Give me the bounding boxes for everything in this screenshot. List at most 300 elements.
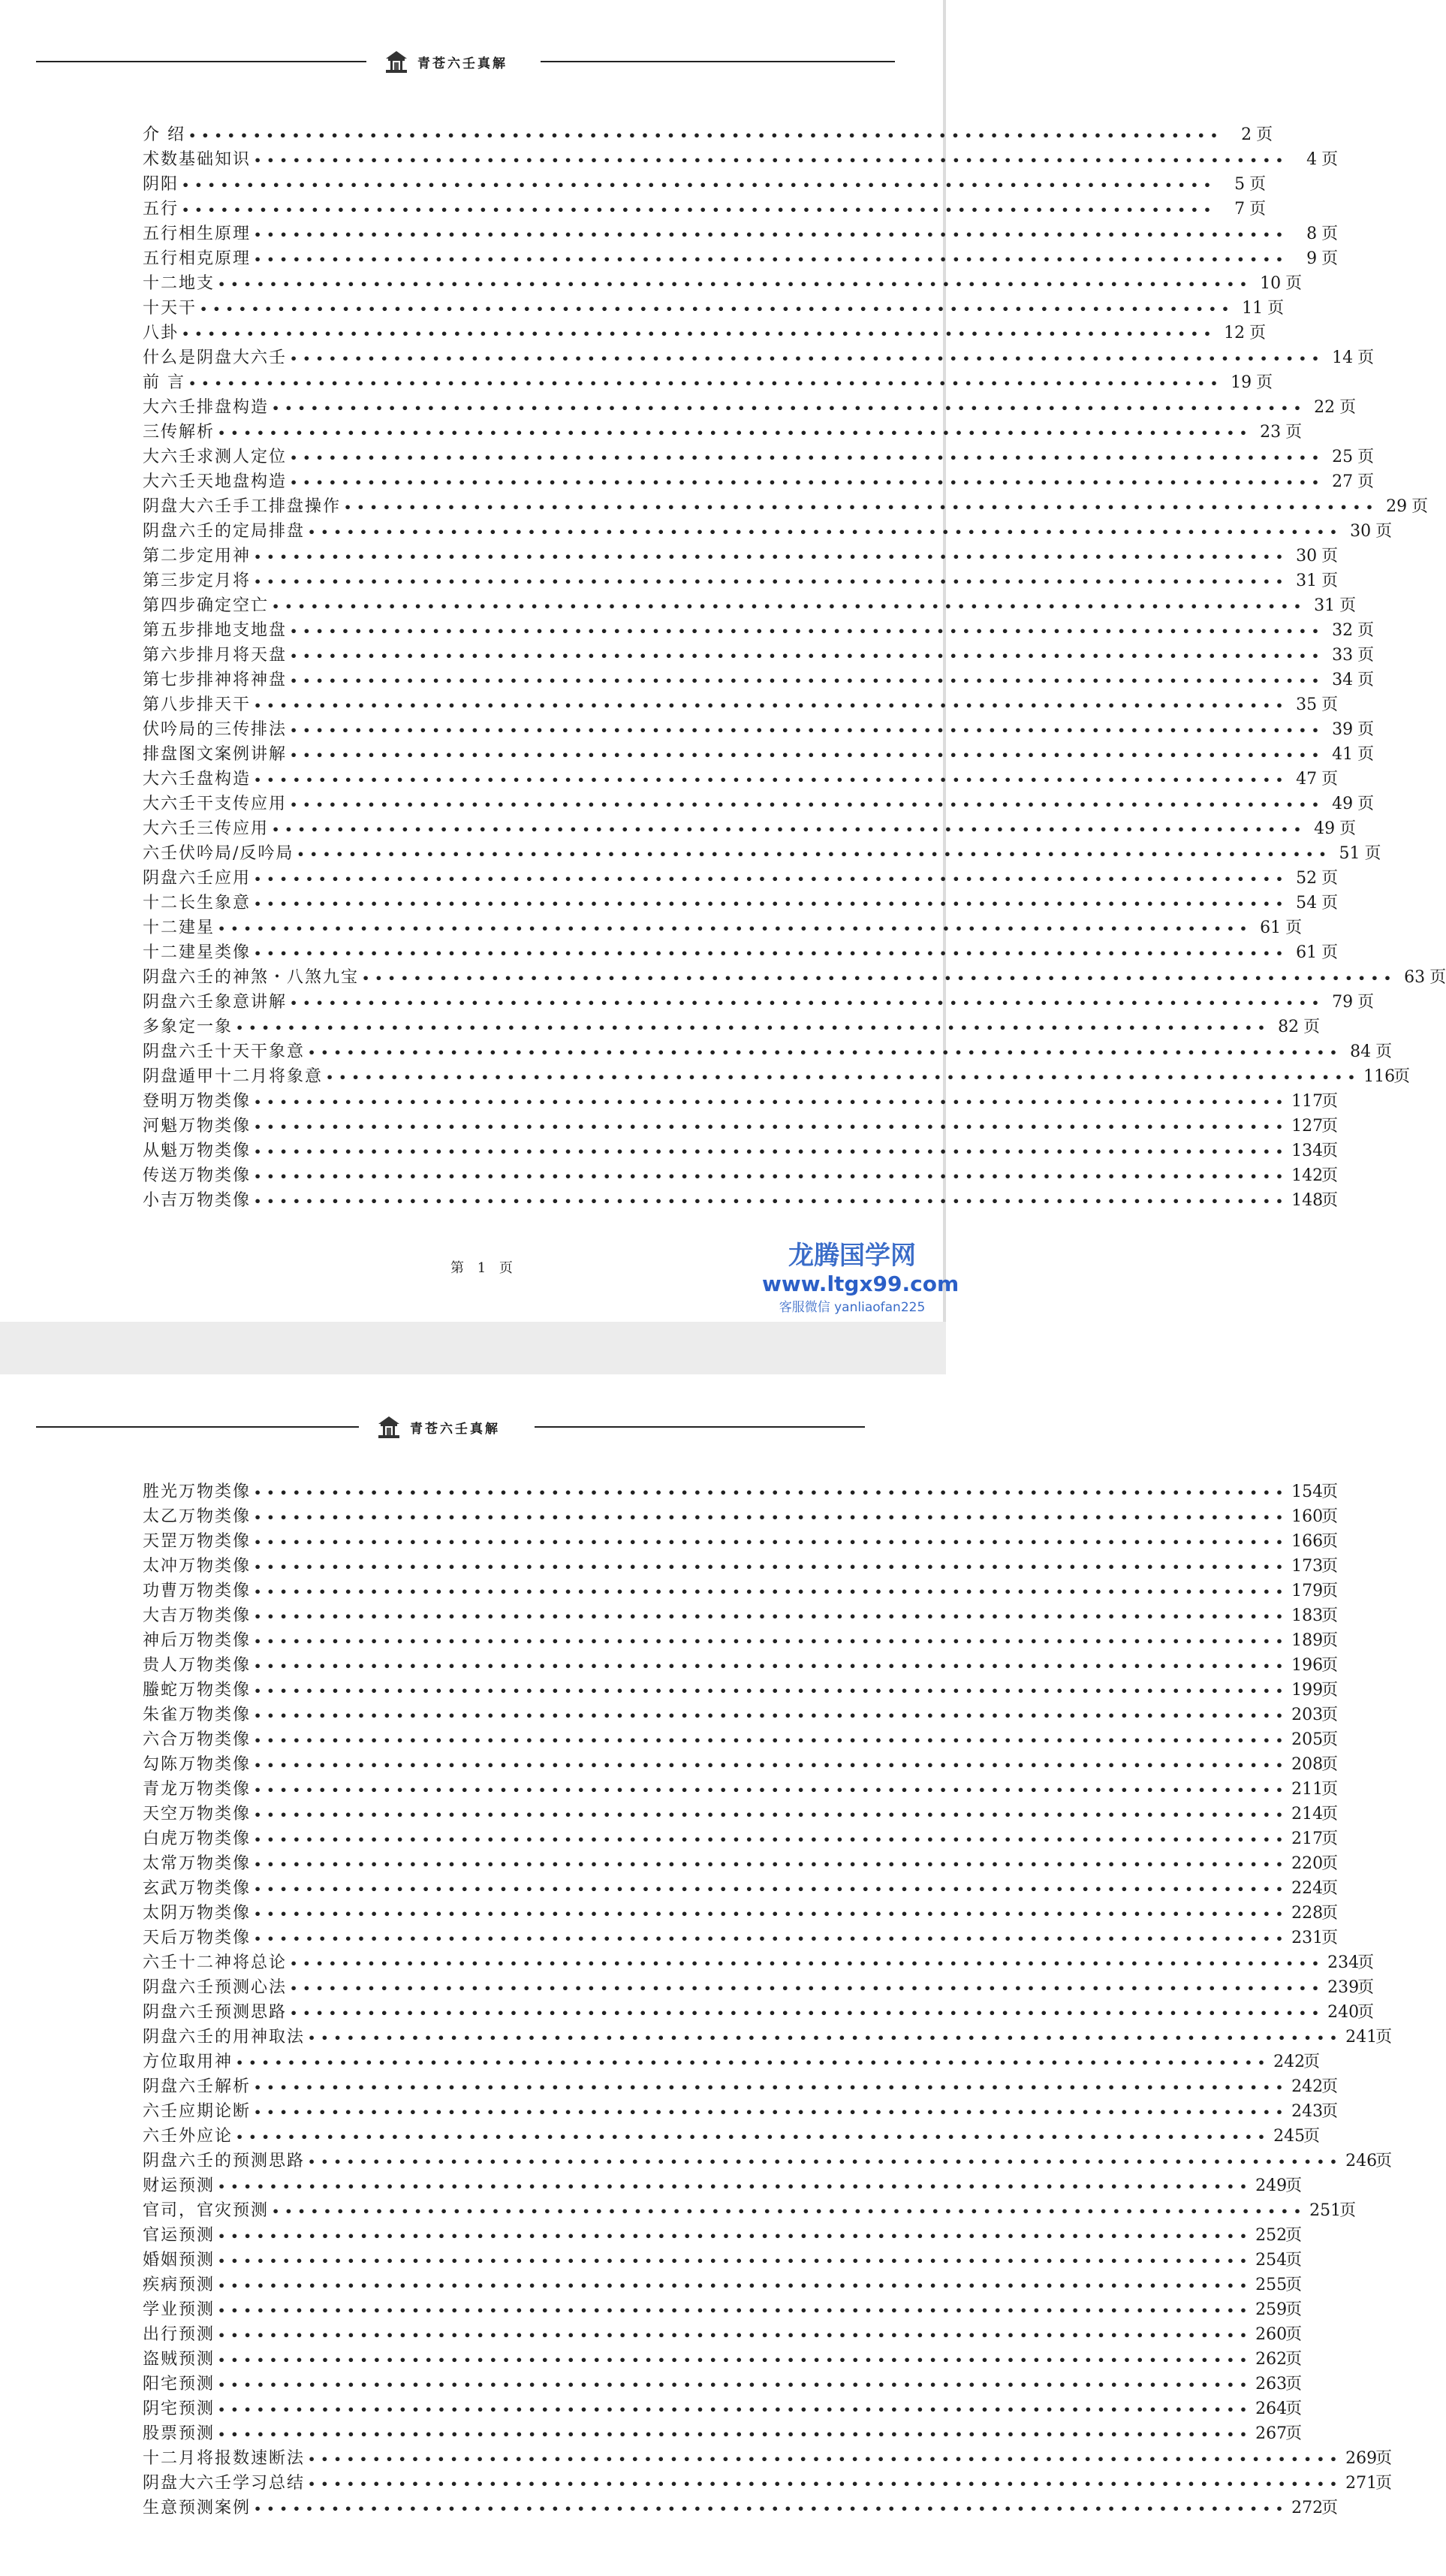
toc-entry (143, 197, 1267, 222)
toc-leader-dots: •••••••••••••••••••••••••••••••••••••••••••••••••••••••••••••••••••••••••••••••• (218, 2427, 1253, 2442)
toc-entry-page-number: 35 (1296, 695, 1318, 714)
toc-entry-title: 胜光万物类像 (143, 1483, 252, 1501)
toc-entry-page-number: 231 (1291, 1929, 1324, 1947)
toc-page-unit: 页 (1375, 2449, 1393, 2468)
toc-page-unit: 页 (1321, 1780, 1339, 1799)
toc-entry (143, 2322, 1303, 2347)
toc-leader-dots: •••••••••••••••••••••••••••••••••••••••••••••••••••••••••••••••••••••••••••••••• (254, 872, 1289, 886)
toc-leader-dots: •••••••••••••••••••••••••••••••••••••••••••••••••••••••••••••••••••••••••••••••• (290, 996, 1325, 1010)
toc-page-unit: 页 (1285, 2276, 1303, 2294)
toc-entry-page-number: 264 (1255, 2400, 1288, 2418)
toc-page-unit: 页 (1375, 2028, 1393, 2047)
toc-entry (143, 1114, 1339, 1139)
toc-leader-dots: •••••••••••••••••••••••••••••••••••••••••••••••••••••••••••••••••••••••••••••••• (308, 2477, 1343, 2491)
toc-entry-title: 功曹万物类像 (143, 1582, 252, 1600)
toc-leader-dots: •••••••••••••••••••••••••••••••••••••••••••••••••••••••••••••••••••••••••••••••• (254, 1832, 1289, 1847)
toc-leader-dots: •••••••••••••••••••••••••••••••••••••••••••••••••••••••••••••••••••••••••••••••• (290, 748, 1325, 762)
toc-page-unit: 页 (1375, 2152, 1393, 2170)
toc-entry (143, 891, 1339, 915)
toc-leader-dots: •••••••••••••••••••••••••••••••••••••••••••••••••••••••••••••••••••••••••••••••• (254, 1709, 1289, 1723)
toc-entry-page-number: 39 (1332, 720, 1354, 739)
toc-page-unit: 页 (1321, 1879, 1339, 1898)
toc-entry (143, 2471, 1393, 2496)
toc-leader-dots: •••••••••••••••••••••••••••••••••••••••••••••••••••••••••••••••••••••••••••••••• (308, 525, 1343, 539)
toc-entry (143, 1876, 1339, 1901)
toc-page-unit: 页 (1321, 1829, 1339, 1848)
toc-page-unit: 页 (1285, 274, 1303, 293)
toc-entry-title: 生意预测案例 (143, 2499, 252, 2517)
toc-leader-dots: •••••••••••••••••••••••••••••••••••••••••••••••••••••••••••••••••••••••••••••••• (272, 2204, 1307, 2219)
toc-entry (143, 792, 1375, 816)
toc-entry (143, 593, 1357, 618)
toc-entry-page-number: 160 (1291, 1507, 1324, 1526)
toc-entry-page-number: 267 (1255, 2424, 1288, 2443)
toc-leader-dots: •••••••••••••••••••••••••••••••••••••••••••••••••••••••••••••••••••••••••••••••• (254, 1560, 1289, 1574)
toc-page-unit: 页 (1321, 1929, 1339, 1947)
toc-entry (143, 1554, 1339, 1579)
toc-entry-title: 阳宅预测 (143, 2375, 215, 2394)
toc-page-unit: 页 (1357, 2003, 1375, 2022)
toc-page-unit: 页 (1321, 1092, 1339, 1111)
toc-leader-dots: •••••••••••••••••••••••••••••••••••••••••••••••••••••••••••••••••••••••••••••••• (218, 2229, 1253, 2243)
toc-entry (143, 321, 1267, 345)
toc-entry-title: 登明万物类像 (143, 1092, 252, 1111)
toc-entry-title: 介 绍 (143, 125, 185, 144)
toc-entry (143, 2099, 1339, 2124)
toc-leader-dots: •••••••••••••••••••••••••••••••••••••••••••••••••••••••••••••••••••••••••••••••• (254, 1882, 1289, 1896)
toc-entry (143, 1802, 1339, 1826)
toc-leader-dots: •••••••••••••••••••••••••••••••••••••••••••••••••••••••••••••••••••••••••••••••• (362, 971, 1397, 985)
toc-entry (143, 643, 1375, 668)
toc-leader-dots: •••••••••••••••••••••••••••••••••••••••••••••••••••••••••••••••••••••••••••••••• (290, 624, 1325, 638)
toc-entry-title: 十二月将报数速断法 (143, 2449, 306, 2468)
toc-page-unit: 页 (1321, 1805, 1339, 1823)
toc-leader-dots: •••••••••••••••••••••••••••••••••••••••••••••••••••••••••••••••••••••••••••••••• (254, 1535, 1289, 1549)
toc-entry-page-number: 127 (1291, 1117, 1324, 1136)
toc-entry-page-number: 262 (1255, 2350, 1288, 2369)
toc-entry-title: 阴盘六壬的用神取法 (143, 2028, 306, 2047)
toc-entry-page-number: 11 (1242, 299, 1264, 318)
toc-page-unit: 页 (1321, 2077, 1339, 2096)
toc-page-unit: 页 (1249, 200, 1267, 219)
toc-entry-title: 第六步排月将天盘 (143, 646, 288, 665)
toc-entry-title: 伏吟局的三传排法 (143, 720, 288, 739)
toc-leader-dots: •••••••••••••••••••••••••••••••••••••••••••••••••••••••••••••••••••••••••••••••• (254, 1120, 1289, 1134)
toc-entry (143, 469, 1375, 494)
watermark-contact: 客服微信 yanliaofan225 (779, 1300, 926, 1315)
toc-entry-page-number: 166 (1291, 1532, 1324, 1551)
toc-page-unit: 页 (1321, 894, 1339, 912)
toc-entry (143, 2074, 1339, 2099)
toc-leader-dots: •••••••••••••••••••••••••••••••••••••••••••••••••••••••••••••••••••••••••••••••• (290, 798, 1325, 812)
toc-entry-page-number: 208 (1291, 1755, 1324, 1774)
toc-entry (143, 1188, 1339, 1213)
toc-entry (143, 1777, 1339, 1802)
toc-entry (143, 2000, 1375, 2025)
toc-entry (143, 147, 1339, 172)
toc-entry-title: 阴盘六壬的定局排盘 (143, 522, 306, 541)
toc-page-unit: 页 (1375, 2474, 1393, 2493)
page-separator (0, 1322, 946, 1374)
toc-entry (143, 1950, 1375, 1975)
toc-entry (143, 717, 1375, 742)
toc-page-2 (0, 1374, 1393, 2576)
toc-entry-page-number: 255 (1255, 2276, 1288, 2294)
watermark (762, 1235, 959, 1315)
toc-entry-page-number: 217 (1291, 1829, 1324, 1848)
toc-entry-page-number: 32 (1332, 621, 1354, 640)
toc-page-unit: 页 (1321, 1166, 1339, 1185)
toc-page-unit: 页 (1285, 2325, 1303, 2344)
toc-leader-dots: •••••••••••••••••••••••••••••••••••••••••••••••••••••••••••••••••••••••••••••••• (290, 2006, 1325, 2020)
toc-page-unit: 页 (1285, 2400, 1303, 2418)
toc-page-unit: 页 (1357, 646, 1375, 665)
toc-entry-title: 第三步定月将 (143, 572, 252, 590)
toc-page-unit: 页 (1321, 1532, 1339, 1551)
toc-page-unit: 页 (1321, 943, 1339, 962)
toc-leader-dots: •••••••••••••••••••••••••••••••••••••••••••••••••••••••••••••••••••••••••••••••• (254, 946, 1289, 961)
toc-entry (143, 1975, 1375, 2000)
toc-leader-dots: •••••••••••••••••••••••••••••••••••••••••••••••••••••••••••••••••••••••••••••••• (254, 1907, 1289, 1921)
temple-logo-icon (375, 1413, 402, 1440)
toc-entry (143, 2372, 1303, 2397)
toc-entry-title: 十二长生象意 (143, 894, 252, 912)
toc-entry-page-number: 49 (1314, 819, 1336, 838)
toc-entry-title: 朱雀万物类像 (143, 1706, 252, 1724)
toc-entry-title: 六壬伏吟局/反吟局 (143, 844, 294, 863)
watermark-url: www.ltgx99.com (762, 1271, 959, 1296)
toc-entry-page-number: 117 (1291, 1092, 1324, 1111)
toc-page-unit: 页 (1321, 1854, 1339, 1873)
toc-entry-title: 天空万物类像 (143, 1805, 252, 1823)
toc-leader-dots: •••••••••••••••••••••••••••••••••••••••••••••••••••••••••••••••••••••••••••••••• (272, 822, 1307, 837)
toc-entry-page-number: 189 (1291, 1631, 1324, 1650)
toc-entry-page-number: 183 (1291, 1606, 1324, 1625)
toc-entry-page-number: 5 (1234, 175, 1246, 194)
toc-leader-dots: •••••••••••••••••••••••••••••••••••••••••••••••••••••••••••••••••••••••••••••••• (236, 1021, 1271, 1035)
toc-entry-title: 阴盘六壬应用 (143, 869, 252, 888)
toc-page-unit: 页 (1321, 2499, 1339, 2517)
toc-entry (143, 296, 1285, 321)
toc-entry-title: 五行相克原理 (143, 249, 252, 268)
toc-entry (143, 1628, 1339, 1653)
toc-entry-page-number: 239 (1327, 1978, 1360, 1997)
toc-page-unit: 页 (1256, 373, 1273, 392)
toc-entry-title: 学业预测 (143, 2300, 215, 2319)
toc-entry-title: 大六壬求测人定位 (143, 448, 288, 466)
toc-entry (143, 668, 1375, 692)
toc-entry (143, 1678, 1339, 1703)
toc-entry-page-number: 79 (1332, 993, 1354, 1012)
toc-leader-dots: •••••••••••••••••••••••••••••••••••••••••••••••••••••••••••••••••••••••••••••••• (188, 128, 1224, 143)
toc-page-unit: 页 (1429, 968, 1446, 987)
toc-entry-title: 大六壬盘构造 (143, 770, 252, 789)
toc-entry-page-number: 52 (1296, 869, 1318, 888)
toc-page-unit: 页 (1357, 745, 1375, 764)
toc-entry-title: 阴盘六壬的神煞・八煞九宝 (143, 968, 360, 987)
toc-leader-dots: •••••••••••••••••••••••••••••••••••••••••••••••••••••••••••••••••••••••••••••••• (254, 1783, 1289, 1797)
toc-entry-page-number: 30 (1296, 547, 1318, 566)
toc-entry-page-number: 220 (1291, 1854, 1324, 1873)
header-rule-left (36, 61, 366, 62)
toc-entry (143, 2421, 1303, 2446)
toc-page-unit: 页 (1321, 249, 1339, 268)
toc-entry-title: 前 言 (143, 373, 185, 392)
page-header (0, 1412, 946, 1442)
toc-leader-dots: •••••••••••••••••••••••••••••••••••••••••••••••••••••••••••••••••••••••••••••••• (218, 2303, 1253, 2318)
toc-entry-page-number: 61 (1296, 943, 1318, 962)
toc-entry (143, 2050, 1321, 2074)
toc-page-unit: 页 (1393, 1067, 1411, 1086)
toc-leader-dots: •••••••••••••••••••••••••••••••••••••••••••••••••••••••••••••••••••••••••••••••• (236, 2056, 1271, 2070)
toc-page-unit: 页 (1321, 1557, 1339, 1576)
toc-entry-title: 八卦 (143, 324, 179, 342)
toc-entry-page-number: 205 (1291, 1730, 1324, 1749)
toc-entry-title: 第七步排神将神盘 (143, 671, 288, 689)
toc-page-unit: 页 (1339, 596, 1357, 615)
toc-leader-dots: •••••••••••••••••••••••••••••••••••••••••••••••••••••••••••••••••••••••••••••••• (254, 1659, 1289, 1673)
toc-leader-dots: •••••••••••••••••••••••••••••••••••••••••••••••••••••••••••••••••••••••••••••••• (290, 649, 1325, 663)
toc-page-unit: 页 (1364, 844, 1381, 863)
toc-leader-dots: •••••••••••••••••••••••••••••••••••••••••••••••••••••••••••••••••••••••••••••••• (254, 153, 1289, 167)
toc-entry-title: 阴盘六壬十天干象意 (143, 1042, 306, 1061)
book-title: 青苍六壬真解 (410, 1422, 500, 1437)
toc-entry-page-number: 23 (1260, 423, 1282, 442)
toc-page-unit: 页 (1303, 1018, 1321, 1036)
toc-entry (143, 2397, 1303, 2421)
toc-entry-title: 神后万物类像 (143, 1631, 252, 1650)
toc-entry (143, 122, 1273, 147)
toc-entry-page-number: 196 (1291, 1656, 1324, 1675)
toc-page-unit: 页 (1321, 150, 1339, 169)
toc-entry-title: 疾病预测 (143, 2276, 215, 2294)
toc-page-unit: 页 (1357, 348, 1375, 367)
toc-entry-title: 阴盘六壬的预测思路 (143, 2152, 306, 2170)
toc-entry-page-number: 31 (1314, 596, 1336, 615)
toc-entry-page-number: 269 (1345, 2449, 1378, 2468)
toc-entry-page-number: 34 (1332, 671, 1354, 689)
toc-entry (143, 841, 1381, 866)
toc-entry (143, 1653, 1339, 1678)
book-title: 青苍六壬真解 (417, 56, 508, 71)
toc-entry-title: 六壬十二神将总论 (143, 1953, 288, 1972)
toc-entry (143, 1139, 1339, 1163)
toc-leader-dots: •••••••••••••••••••••••••••••••••••••••••••••••••••••••••••••••••••••••••••••••• (254, 1194, 1289, 1208)
toc-entry-title: 从魁万物类像 (143, 1142, 252, 1160)
toc-entry-page-number: 251 (1309, 2201, 1342, 2220)
toc-entry (143, 915, 1303, 940)
toc-entry-page-number: 7 (1234, 200, 1246, 219)
toc-entry (143, 1039, 1393, 1064)
toc-entry (143, 940, 1339, 965)
toc-entry (143, 816, 1357, 841)
toc-entry-page-number: 260 (1255, 2325, 1288, 2344)
toc-entry-title: 十二建星 (143, 918, 215, 937)
toc-entry-title: 大六壬排盘构造 (143, 398, 270, 417)
toc-entry-page-number: 8 (1306, 225, 1318, 243)
toc-entry (143, 1529, 1339, 1554)
toc-leader-dots: •••••••••••••••••••••••••••••••••••••••••••••••••••••••••••••••••••••••••••••••• (254, 1634, 1289, 1648)
toc-leader-dots: •••••••••••••••••••••••••••••••••••••••••••••••••••••••••••••••••••••••••••••••• (254, 1733, 1289, 1748)
toc-page-unit: 页 (1321, 1730, 1339, 1749)
toc-page-unit: 页 (1357, 472, 1375, 491)
toc-leader-dots: •••••••••••••••••••••••••••••••••••••••••••••••••••••••••••••••••••••••••••••••• (182, 327, 1217, 341)
toc-page-unit: 页 (1357, 993, 1375, 1012)
toc-entry-page-number: 41 (1332, 745, 1354, 764)
toc-entry-title: 出行预测 (143, 2325, 215, 2344)
toc-entry (143, 494, 1429, 519)
toc-entry-title: 十天干 (143, 299, 197, 318)
toc-entry-title: 河魁万物类像 (143, 1117, 252, 1136)
toc-entry (143, 420, 1303, 445)
toc-entry (143, 965, 1446, 990)
toc-page-unit: 页 (1303, 2053, 1321, 2071)
toc-leader-dots: •••••••••••••••••••••••••••••••••••••••••••••••••••••••••••••••••••••••••••••••• (254, 1684, 1289, 1698)
toc-entry (143, 1752, 1339, 1777)
toc-page-unit: 页 (1321, 770, 1339, 789)
toc-page-unit: 页 (1249, 324, 1267, 342)
toc-entry (143, 1727, 1339, 1752)
toc-entry (143, 1579, 1339, 1603)
toc-page-unit: 页 (1321, 1681, 1339, 1700)
toc-leader-dots: •••••••••••••••••••••••••••••••••••••••••••••••••••••••••••••••••••••••••••••••• (308, 2031, 1343, 2045)
toc-page-unit: 页 (1267, 299, 1285, 318)
toc-page-unit: 页 (1321, 1755, 1339, 1774)
toc-entry-title: 术数基础知识 (143, 150, 252, 169)
toc-page-unit: 页 (1285, 2350, 1303, 2369)
toc-entry-title: 太常万物类像 (143, 1854, 252, 1873)
toc-entry-title: 大六壬天地盘构造 (143, 472, 288, 491)
toc-page-unit: 页 (1285, 2251, 1303, 2270)
toc-entry-title: 大吉万物类像 (143, 1606, 252, 1625)
toc-leader-dots: •••••••••••••••••••••••••••••••••••••••••••••••••••••••••••••••••••••••••••••••• (254, 2105, 1289, 2119)
toc-entry-page-number: 14 (1332, 348, 1354, 367)
toc-entry (143, 1480, 1339, 1504)
toc-entry-page-number: 252 (1255, 2226, 1288, 2245)
toc-entry-title: 第二步定用神 (143, 547, 252, 566)
toc-entry (143, 370, 1273, 395)
toc-leader-dots: •••••••••••••••••••••••••••••••••••••••••••••••••••••••••••••••••••••••••••••••• (218, 2353, 1253, 2367)
toc-entry-page-number: 242 (1291, 2077, 1324, 2096)
toc-page-unit: 页 (1256, 125, 1273, 144)
toc-entry (143, 1901, 1339, 1926)
toc-entry (143, 1015, 1321, 1039)
toc-entry-title: 五行相生原理 (143, 225, 252, 243)
toc-entry-title: 财运预测 (143, 2176, 215, 2195)
toc-leader-dots: •••••••••••••••••••••••••••••••••••••••••••••••••••••••••••••••••••••••••••••••• (218, 2254, 1253, 2268)
toc-entry-title: 传送万物类像 (143, 1166, 252, 1185)
toc-page-unit: 页 (1321, 225, 1339, 243)
toc-entry-page-number: 9 (1306, 249, 1318, 268)
toc-entry-page-number: 211 (1291, 1780, 1324, 1799)
toc-page-unit: 页 (1357, 795, 1375, 813)
toc-entry-title: 六合万物类像 (143, 1730, 252, 1749)
toc-page-unit: 页 (1321, 1904, 1339, 1923)
toc-page-unit: 页 (1375, 522, 1393, 541)
toc-entry-page-number: 249 (1255, 2176, 1288, 2195)
toc-entry (143, 2223, 1303, 2248)
toc-leader-dots: •••••••••••••••••••••••••••••••••••••••••••••••••••••••••••••••••••••••••••••••• (254, 773, 1289, 787)
toc-entry (143, 1603, 1339, 1628)
toc-entry (143, 2248, 1303, 2273)
toc-entry-page-number: 148 (1291, 1191, 1324, 1210)
toc-leader-dots: •••••••••••••••••••••••••••••••••••••••••••••••••••••••••••••••••••••••••••••••• (290, 475, 1325, 490)
toc-entry-page-number: 234 (1327, 1953, 1360, 1972)
toc-leader-dots: •••••••••••••••••••••••••••••••••••••••••••••••••••••••••••••••••••••••••••••••• (297, 847, 1332, 861)
toc-entry (143, 2273, 1303, 2297)
toc-entry (143, 2198, 1357, 2223)
toc-leader-dots: •••••••••••••••••••••••••••••••••••••••••••••••••••••••••••••••••••••••••••••••• (254, 252, 1289, 267)
toc-entry-title: 太冲万物类像 (143, 1557, 252, 1576)
header-rule-left (36, 1426, 359, 1428)
toc-entry-page-number: 82 (1278, 1018, 1300, 1036)
toc-leader-dots: •••••••••••••••••••••••••••••••••••••••••••••••••••••••••••••••••••••••••••••••• (254, 2502, 1289, 2516)
toc-entry-page-number: 54 (1296, 894, 1318, 912)
toc-entry (143, 395, 1357, 420)
toc-entry-title: 五行 (143, 200, 179, 219)
toc-leader-dots: •••••••••••••••••••••••••••••••••••••••••••••••••••••••••••••••••••••••••••••••• (182, 178, 1217, 192)
toc-leader-dots: •••••••••••••••••••••••••••••••••••••••••••••••••••••••••••••••••••••••••••••••• (254, 1932, 1289, 1946)
toc-entry (143, 1163, 1339, 1188)
toc-entry (143, 2173, 1303, 2198)
toc-entry-page-number: 240 (1327, 2003, 1360, 2022)
toc-entry-title: 盗贼预测 (143, 2350, 215, 2369)
toc-page-unit: 页 (1249, 175, 1267, 194)
toc-leader-dots: •••••••••••••••••••••••••••••••••••••••••••••••••••••••••••••••••••••••••••••••• (290, 674, 1325, 688)
toc-page-unit: 页 (1321, 547, 1339, 566)
toc-entry (143, 2124, 1321, 2149)
toc-leader-dots: •••••••••••••••••••••••••••••••••••••••••••••••••••••••••••••••••••••••••••••••• (254, 1857, 1289, 1872)
toc-entry-title: 阴盘大六壬学习总结 (143, 2474, 306, 2493)
toc-entry (143, 618, 1375, 643)
toc-page-unit: 页 (1321, 869, 1339, 888)
toc-entry-page-number: 30 (1350, 522, 1372, 541)
page-header (0, 47, 946, 77)
toc-page-unit: 页 (1357, 621, 1375, 640)
toc-entry (143, 222, 1339, 246)
toc-list (143, 1480, 1393, 2520)
toc-entry-title: 阴盘遁甲十二月将象意 (143, 1067, 324, 1086)
toc-leader-dots: •••••••••••••••••••••••••••••••••••••••••••••••••••••••••••••••••••••••••••••••• (218, 2279, 1253, 2293)
toc-leader-dots: •••••••••••••••••••••••••••••••••••••••••••••••••••••••••••••••••••••••••••••••• (218, 2179, 1253, 2194)
toc-entry (143, 544, 1339, 569)
toc-entry-page-number: 272 (1291, 2499, 1324, 2517)
toc-entry-page-number: 47 (1296, 770, 1318, 789)
toc-page-unit: 页 (1357, 720, 1375, 739)
toc-entry-title: 第四步确定空亡 (143, 596, 270, 615)
toc-entry-title: 排盘图文案例讲解 (143, 745, 288, 764)
toc-leader-dots: •••••••••••••••••••••••••••••••••••••••••••••••••••••••••••••••••••••••••••••••• (200, 302, 1235, 316)
toc-page-unit: 页 (1321, 1706, 1339, 1724)
toc-entry (143, 2149, 1393, 2173)
toc-entry-title: 婚姻预测 (143, 2251, 215, 2270)
toc-entry-page-number: 61 (1260, 918, 1282, 937)
toc-entry (143, 1504, 1339, 1529)
toc-entry-title: 阴盘六壬预测心法 (143, 1978, 288, 1997)
toc-entry (143, 1703, 1339, 1727)
toc-leader-dots: •••••••••••••••••••••••••••••••••••••••••••••••••••••••••••••••••••••••••••••••• (218, 2378, 1253, 2392)
toc-leader-dots: •••••••••••••••••••••••••••••••••••••••••••••••••••••••••••••••••••••••••••••••• (254, 550, 1289, 564)
toc-entry-title: 阴盘六壬预测思路 (143, 2003, 288, 2022)
toc-page-unit: 页 (1321, 2102, 1339, 2121)
toc-entry-title: 阴盘大六壬手工排盘操作 (143, 497, 342, 516)
toc-list (143, 122, 1446, 1213)
toc-entry (143, 767, 1339, 792)
toc-page-unit: 页 (1321, 1606, 1339, 1625)
toc-entry-page-number: 10 (1260, 274, 1282, 293)
toc-entry-page-number: 203 (1291, 1706, 1324, 1724)
toc-entry (143, 2496, 1339, 2520)
